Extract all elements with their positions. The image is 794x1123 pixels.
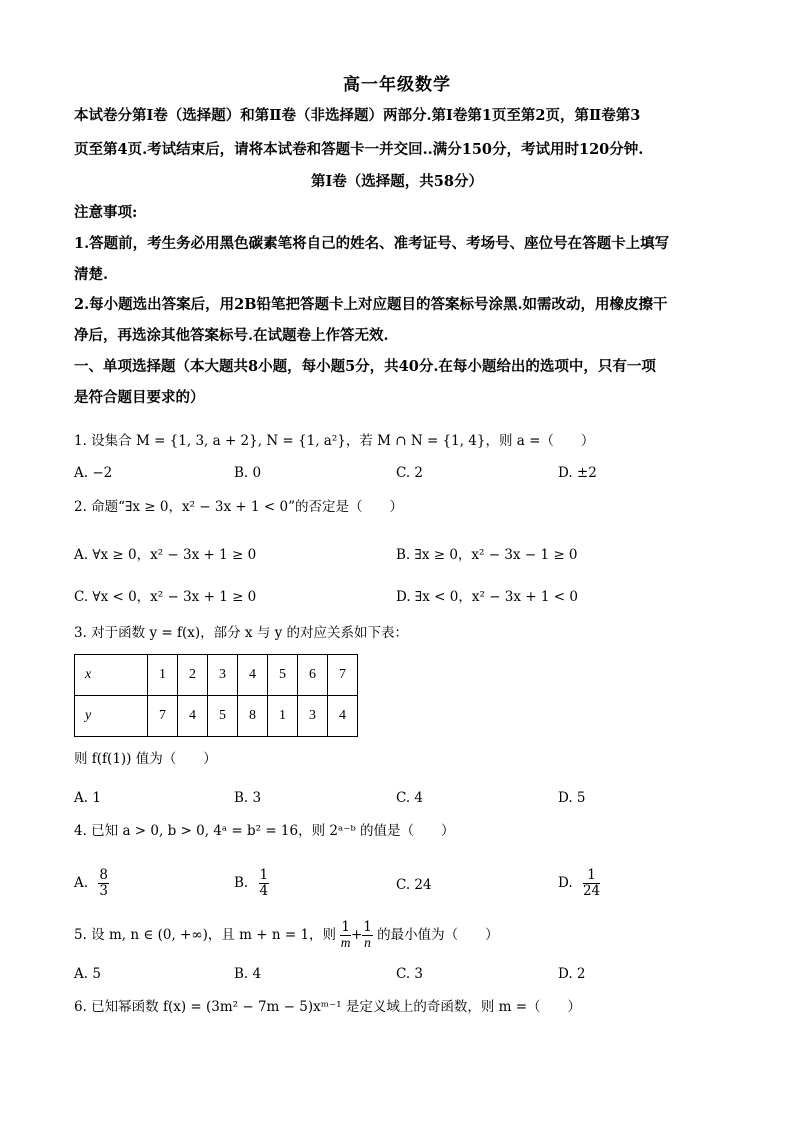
- fraction-denominator: n: [364, 934, 371, 950]
- table-header-y: y: [75, 696, 148, 737]
- table-cell: 4: [178, 696, 208, 737]
- fraction-denominator: 4: [259, 882, 269, 899]
- option-label: A.: [74, 874, 89, 891]
- question-3-option-d: D. 5: [558, 790, 586, 806]
- intro-line-1: 本试卷分第Ⅰ卷（选择题）和第Ⅱ卷（非选择题）两部分.第Ⅰ卷第1页至第2页，第Ⅱ卷第3: [74, 107, 641, 124]
- note-2-line-1: 2.每小题选出答案后，用2B铅笔把答题卡上对应题目的答案标号涂黑.如需改动，用橡皮擦干: [74, 296, 668, 313]
- question-1-option-b: B. 0: [234, 465, 262, 481]
- table-header-x: x: [75, 655, 148, 696]
- table-cell: 2: [178, 655, 208, 696]
- question-3-stem: 3. 对于函数 y = f(x)，部分 x 与 y 的对应关系如下表：: [74, 625, 409, 641]
- fraction: [259, 868, 270, 899]
- table-cell: 1: [268, 696, 298, 737]
- question-1-option-a: A. −2: [74, 465, 113, 481]
- table-cell: 7: [148, 696, 178, 737]
- fraction-denominator: 24: [582, 882, 601, 899]
- page-title: 高一年级数学: [343, 75, 451, 95]
- question-4-option-b: [234, 868, 269, 899]
- fraction: [362, 920, 373, 951]
- question-5-option-b: B. 4: [234, 966, 262, 982]
- question-4-option-d: [558, 868, 600, 899]
- section-header: 第Ⅰ卷（选择题，共58分）: [311, 173, 483, 190]
- question-3-option-c: C. 4: [396, 790, 424, 806]
- note-1-line-1: 1.答题前，考生务必用黑色碳素笔将自己的姓名、准考证号、考场号、座位号在答题卡上填写: [74, 235, 670, 252]
- question-4-option-c: C. 24: [396, 877, 432, 893]
- option-label: B.: [234, 874, 249, 891]
- fraction: [98, 868, 109, 899]
- question-1-stem: 1. 设集合 M = {1, 3, a + 2}, N = {1, a²}，若 M ∩ N = {1, 4}，则 a =（ ）: [74, 433, 595, 449]
- table-cell: 4: [328, 696, 358, 737]
- fraction: [583, 868, 600, 899]
- table-cell: 3: [298, 696, 328, 737]
- table-cell: 8: [238, 696, 268, 737]
- question-3-option-a: A. 1: [74, 790, 101, 806]
- fraction-numerator: 1: [583, 868, 600, 884]
- fraction-numerator: 1: [363, 919, 372, 935]
- fraction-denominator: 3: [99, 882, 108, 899]
- question-2-stem: 2. 命题“∃x ≥ 0，x² − 3x + 1 < 0”的否定是（ ）: [74, 499, 403, 515]
- fraction-numerator: 1: [341, 919, 350, 935]
- question-6-stem: 6. 已知幂函数 f(x) = (3m² − 7m − 5)xᵐ⁻¹ 是定义域上的奇函数，则 m =（ ）: [74, 999, 582, 1015]
- part1-line-1: 一、单项选择题（本大题共8小题，每小题5分，共40分.在每小题给出的选项中，只有一项: [74, 358, 656, 375]
- notes-heading: 注意事项:: [74, 204, 138, 221]
- question-3-option-b: B. 3: [234, 790, 262, 806]
- question-4-option-a: [74, 868, 109, 899]
- note-1-line-2: 清楚.: [74, 266, 109, 283]
- part1-line-2: 是符合题目要求的）: [74, 389, 205, 406]
- table-cell: 1: [148, 655, 178, 696]
- fraction-denominator: m: [340, 934, 351, 950]
- table-cell: 6: [298, 655, 328, 696]
- question-5-option-c: C. 3: [396, 966, 424, 982]
- question-4-stem: 4. 已知 a > 0, b > 0, 4ᵃ = b² = 16，则 2ᵃ⁻ᵇ 的值是（ ）: [74, 823, 455, 839]
- question-5-stem: 5. 设 m, n ∈ (0, +∞)，且 m + n = 1，则 $\frac{1}{m}$ + $\frac{1}{n}$ 的最小值为（ ）: [74, 919, 499, 950]
- table-cell: 7: [328, 655, 358, 696]
- table-cell: 5: [208, 696, 238, 737]
- table-row-y: [75, 696, 358, 737]
- table-row-x: [75, 655, 358, 696]
- table-cell: 5: [268, 655, 298, 696]
- intro-line-2: 页至第4页.考试结束后，请将本试卷和答题卡一并交回..满分150分，考试用时120分钟.: [74, 141, 644, 158]
- fraction-numerator: 8: [99, 867, 108, 883]
- question-1-option-c: C. 2: [396, 465, 424, 481]
- note-2-line-2: 净后，再选涂其他答案标号.在试题卷上作答无效.: [74, 327, 389, 344]
- question-5-option-a: A. 5: [74, 966, 101, 982]
- question-2-option-c: C. ∀x < 0，x² − 3x + 1 ≥ 0: [74, 589, 257, 605]
- table-cell: 3: [208, 655, 238, 696]
- question-1-option-d: D. ±2: [558, 465, 597, 481]
- question-5-stem-start: 5. 设 m, n ∈ (0, +∞)，且 m + n = 1，则: [74, 926, 337, 943]
- option-label: D.: [558, 874, 573, 891]
- question-5-stem-end: 的最小值为（ ）: [377, 926, 499, 943]
- question-2-option-b: B. ∃x ≥ 0，x² − 3x − 1 ≥ 0: [396, 547, 578, 563]
- question-3-tail: 则 f(f(1)) 值为（ ）: [74, 751, 217, 767]
- question-2-option-a: A. ∀x ≥ 0，x² − 3x + 1 ≥ 0: [74, 547, 257, 563]
- question-5-option-d: D. 2: [558, 966, 586, 982]
- table-cell: 4: [238, 655, 268, 696]
- fraction-numerator: 1: [259, 867, 269, 883]
- function-value-table: [74, 654, 358, 737]
- fraction: [340, 920, 351, 951]
- question-2-option-d: D. ∃x < 0，x² − 3x + 1 < 0: [396, 589, 578, 605]
